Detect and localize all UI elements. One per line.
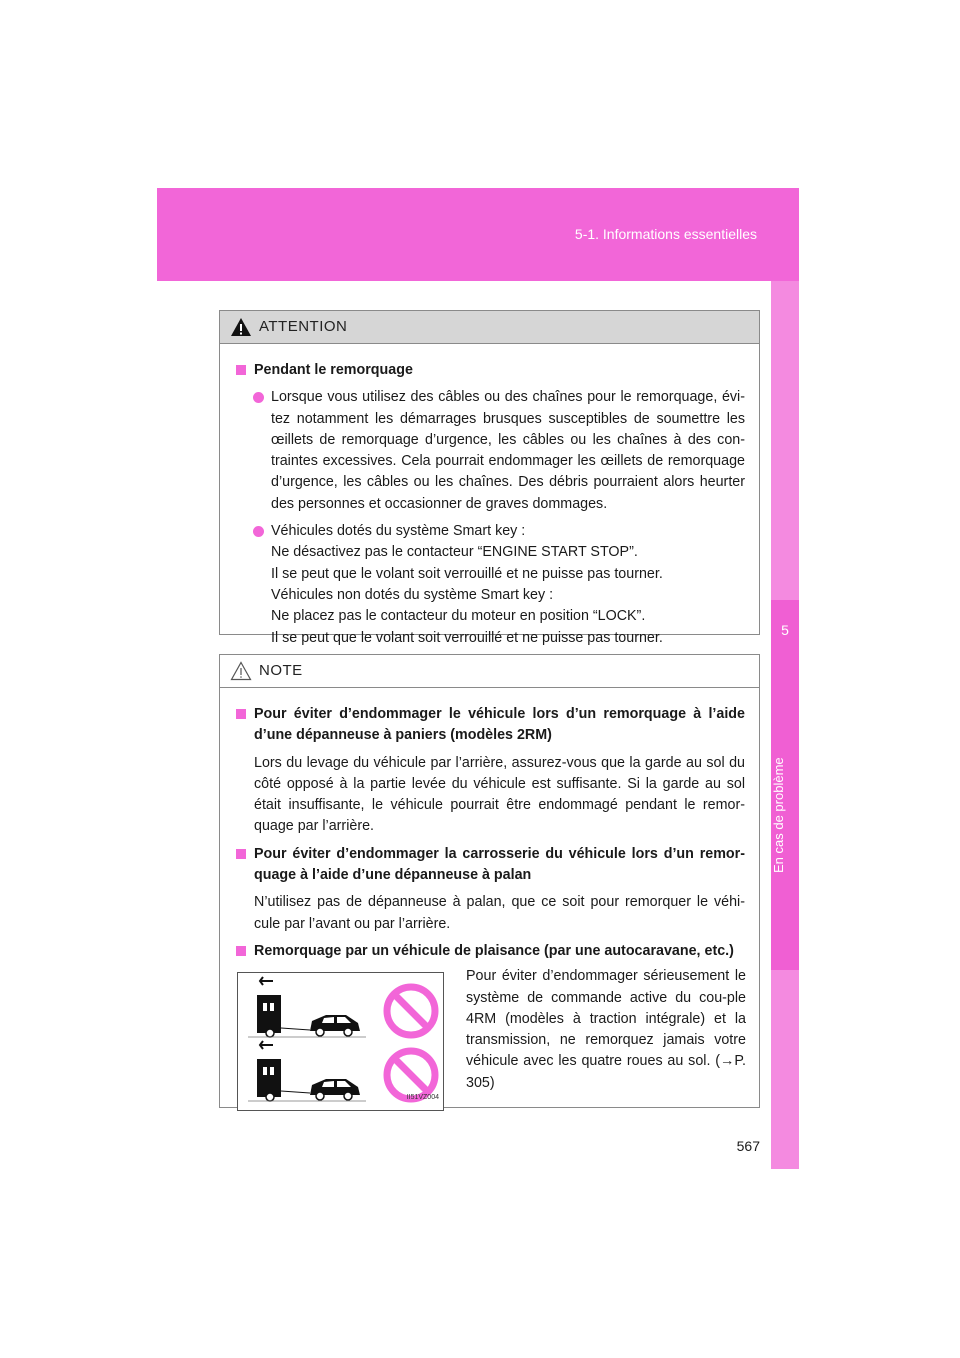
chapter-label: En cas de problème: [771, 757, 786, 873]
section-heading: Pour éviter d’endommager la carrosserie du véhicule lors d’un remor-quage à l’aide d’une dépanneuse à palan: [234, 844, 745, 887]
round-bullet-icon: [253, 526, 264, 537]
figure-label: II51VZ004: [406, 1093, 439, 1101]
square-bullet-icon: [236, 946, 246, 956]
header-band: [157, 188, 799, 281]
square-bullet-icon: [236, 709, 246, 719]
note-header: [220, 655, 759, 688]
figure-row: [234, 966, 745, 1116]
note-title: NOTE: [259, 662, 303, 679]
paragraph: Pour éviter d’endommager sérieusement le système de commande active du cou-ple 4RM (modèles à traction intégrale) et la transmission, ne remorquez jamais votre véhicule avec les quatre roues au sol. (→P. 305): [466, 968, 746, 1091]
list-item: Véhicules dotés du système Smart key : Ne désactivez pas le contacteur “ENGINE START STOP”. Il se peut que le volant soit verrouillé et ne puisse pas tourner. Véhicules non dotés du système Smart key : Ne placez pas le contacteur du moteur en position “LOCK”. Il se peut que le volant soit verrouillé et ne puisse pas tourner.: [234, 521, 745, 649]
square-bullet-icon: [236, 849, 246, 859]
attention-title: ATTENTION: [259, 318, 348, 335]
section-title: 5-1. Informations essentielles: [574, 226, 757, 242]
square-bullet-icon: [236, 365, 246, 375]
section-heading: Pendant le remorquage: [234, 360, 745, 381]
chapter-number: 5: [781, 622, 789, 638]
section-heading: Remorquage par un véhicule de plaisance (par une autocaravane, etc.): [234, 941, 745, 962]
caution-outline-icon: [230, 661, 252, 681]
list-item: Lorsque vous utilisez des câbles ou des chaînes pour le remorquage, évi-tez notamment les démarrages brusques susceptibles de soumettre les œillets de remorquage d’urgence, les câbles ou les chaînes à des con-traintes excessives. Cela pourrait endommager les œillets de remorquage d’urgence, les câbles ou les chaînes. Des débris pourraient alors heurter des personnes et occasionner de graves dommages.: [234, 387, 745, 515]
page-number: 567: [736, 1138, 760, 1154]
section-heading: Pour éviter d’endommager le véhicule lors d’un remorquage à l’aide d’une dépanneuse à paniers (modèles 2RM): [234, 704, 745, 747]
note-box: [219, 654, 760, 1108]
attention-box: [219, 310, 760, 646]
attention-header: [220, 311, 759, 344]
side-tab-chapter[interactable]: [771, 600, 799, 970]
paragraph: N’utilisez pas de dépanneuse à palan, que ce soit pour remorquer le véhi-cule par l’avant ou par l’arrière.: [254, 894, 745, 932]
paragraph: Lors du levage du véhicule par l’arrière, assurez-vous que la garde au sol du côté opposé à la partie levée du véhicule est suffisante. Si la garde au sol était insuffisante, le véhicule pourrait être endommagé pendant le remor-quage par l’arrière.: [254, 754, 745, 835]
towing-illustration: [237, 972, 444, 1111]
warning-icon: [230, 317, 252, 337]
round-bullet-icon: [253, 392, 264, 403]
